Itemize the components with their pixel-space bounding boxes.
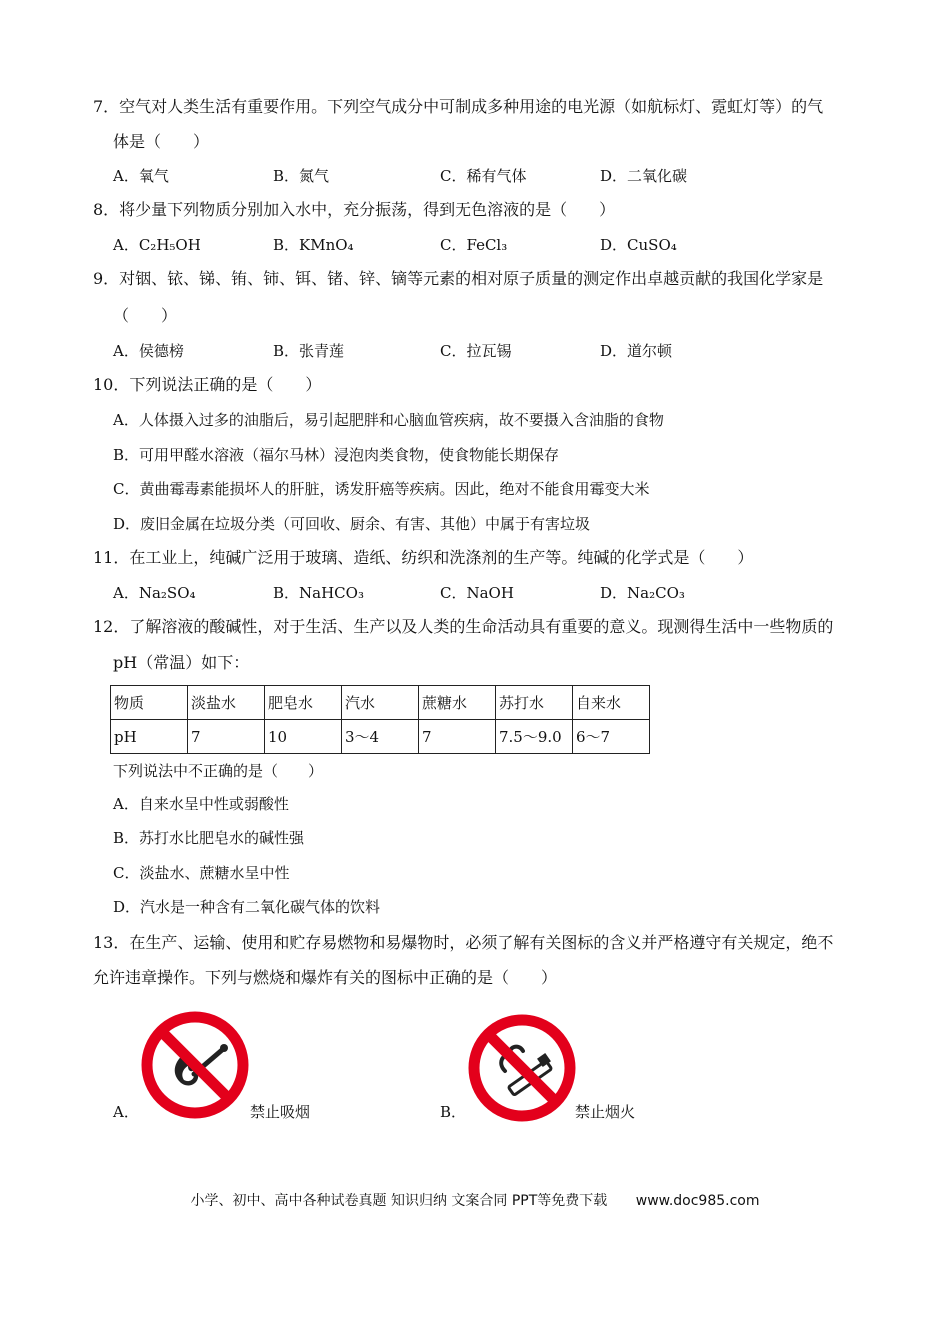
q8-stem: 8．将少量下列物质分别加入水中，充分振荡，得到无色溶液的是（ ） [93,200,616,219]
table-cell: pH [111,720,188,754]
sign-a-caption: 禁止吸烟 [250,1103,311,1121]
no-smoking-icon [467,1013,577,1123]
page-footer [0,1190,950,1210]
q10-option-a: A．人体摄入过多的油脂后，易引起肥胖和心脑血管疾病，故不要摄入含油脂的食物 [113,411,664,429]
table-header-cell: 肥皂水 [265,686,342,720]
ph-table-value-row [111,720,650,754]
q9-option-b: B．张青莲 [273,342,345,360]
q13-stem-line2: 允许违章操作。下列与燃烧和爆炸有关的图标中正确的是（ ） [93,968,558,987]
q7-option-d: D．二氧化碳 [600,167,688,185]
q8-option-b: B．KMnO₄ [273,236,354,254]
q7-option-c: C．稀有气体 [440,167,527,185]
q11-option-a: A．Na₂SO₄ [113,584,196,602]
q12-option-a: A．自来水呈中性或弱酸性 [113,795,289,813]
q12-stem-line1: 12．了解溶液的酸碱性，对于生活、生产以及人类的生命活动具有重要的意义。现测得生活中一些物质的 [93,617,834,636]
q10-option-d: D．废旧金属在垃圾分类（可回收、厨余、有害、其他）中属于有害垃圾 [113,515,591,533]
sign-b-caption: 禁止烟火 [575,1103,636,1121]
q11-option-c: C．NaOH [440,584,514,602]
table-cell: 10 [265,720,342,754]
q12-stem-line2: pH（常温）如下： [113,653,250,672]
q11-option-b: B．NaHCO₃ [273,584,364,602]
q12-option-c: C．淡盐水、蔗糖水呈中性 [113,864,290,882]
q10-option-b: B．可用甲醛水溶液（福尔马林）浸泡肉类食物，使食物能长期保存 [113,446,560,464]
q9-option-c: C．拉瓦锡 [440,342,512,360]
table-cell: 3～4 [342,720,419,754]
q9-stem-line1: 9．对铟、铱、锑、铕、铈、铒、锗、锌、镝等元素的相对原子质量的测定作出卓越贡献的我国化学家是 [93,269,824,288]
q7-stem-line1: 7．空气对人类生活有重要作用。下列空气成分中可制成多种用途的电光源（如航标灯、霓虹灯等）的气 [93,97,824,116]
q10-option-c: C．黄曲霉毒素能损坏人的肝脏，诱发肝癌等疾病。因此，绝对不能食用霉变大米 [113,480,650,498]
table-header-cell: 自来水 [573,686,650,720]
q9-option-a: A．侯德榜 [113,342,184,360]
q7-stem-line2: 体是（ ） [113,132,210,151]
q11-stem: 11．在工业上，纯碱广泛用于玻璃、造纸、纺织和洗涤剂的生产等。纯碱的化学式是（ ） [93,548,754,567]
q9-stem-line2: （ ） [113,306,178,325]
footer-url[interactable]: www.doc985.com [635,1193,760,1209]
table-header-cell: 物质 [111,686,188,720]
ph-table-header-row [111,686,650,720]
q11-option-d: D．Na₂CO₃ [600,584,685,602]
q12-question: 下列说法中不正确的是（ ） [113,762,324,780]
sign-a-letter: A． [113,1103,139,1121]
q7-option-a: A．氧气 [113,167,169,185]
q12-option-d: D．汽水是一种含有二氧化碳气体的饮料 [113,898,381,916]
table-header-cell: 汽水 [342,686,419,720]
q8-option-a: A．C₂H₅OH [113,236,201,254]
table-cell: 7 [188,720,265,754]
sign-b-letter: B． [440,1103,467,1121]
q8-option-d: D．CuSO₄ [600,236,677,254]
no-open-flame-icon [140,1010,250,1120]
q13-stem-line1: 13．在生产、运输、使用和贮存易燃物和易爆物时，必须了解有关图标的含义并严格遵守有关规定，绝不 [93,933,834,952]
table-header-cell: 蔗糖水 [419,686,496,720]
q12-option-b: B．苏打水比肥皂水的碱性强 [113,829,305,847]
table-header-cell: 淡盐水 [188,686,265,720]
ph-table [110,685,650,754]
table-cell: 6～7 [573,720,650,754]
table-header-cell: 苏打水 [496,686,573,720]
q10-stem: 10．下列说法正确的是（ ） [93,375,322,394]
table-cell: 7.5～9.0 [496,720,573,754]
q8-option-c: C．FeCl₃ [440,236,508,254]
table-cell: 7 [419,720,496,754]
q9-option-d: D．道尔顿 [600,342,673,360]
footer-text: 小学、初中、高中各种试卷真题 知识归纳 文案合同 PPT等免费下载 [190,1193,608,1209]
q7-option-b: B．氮气 [273,167,330,185]
